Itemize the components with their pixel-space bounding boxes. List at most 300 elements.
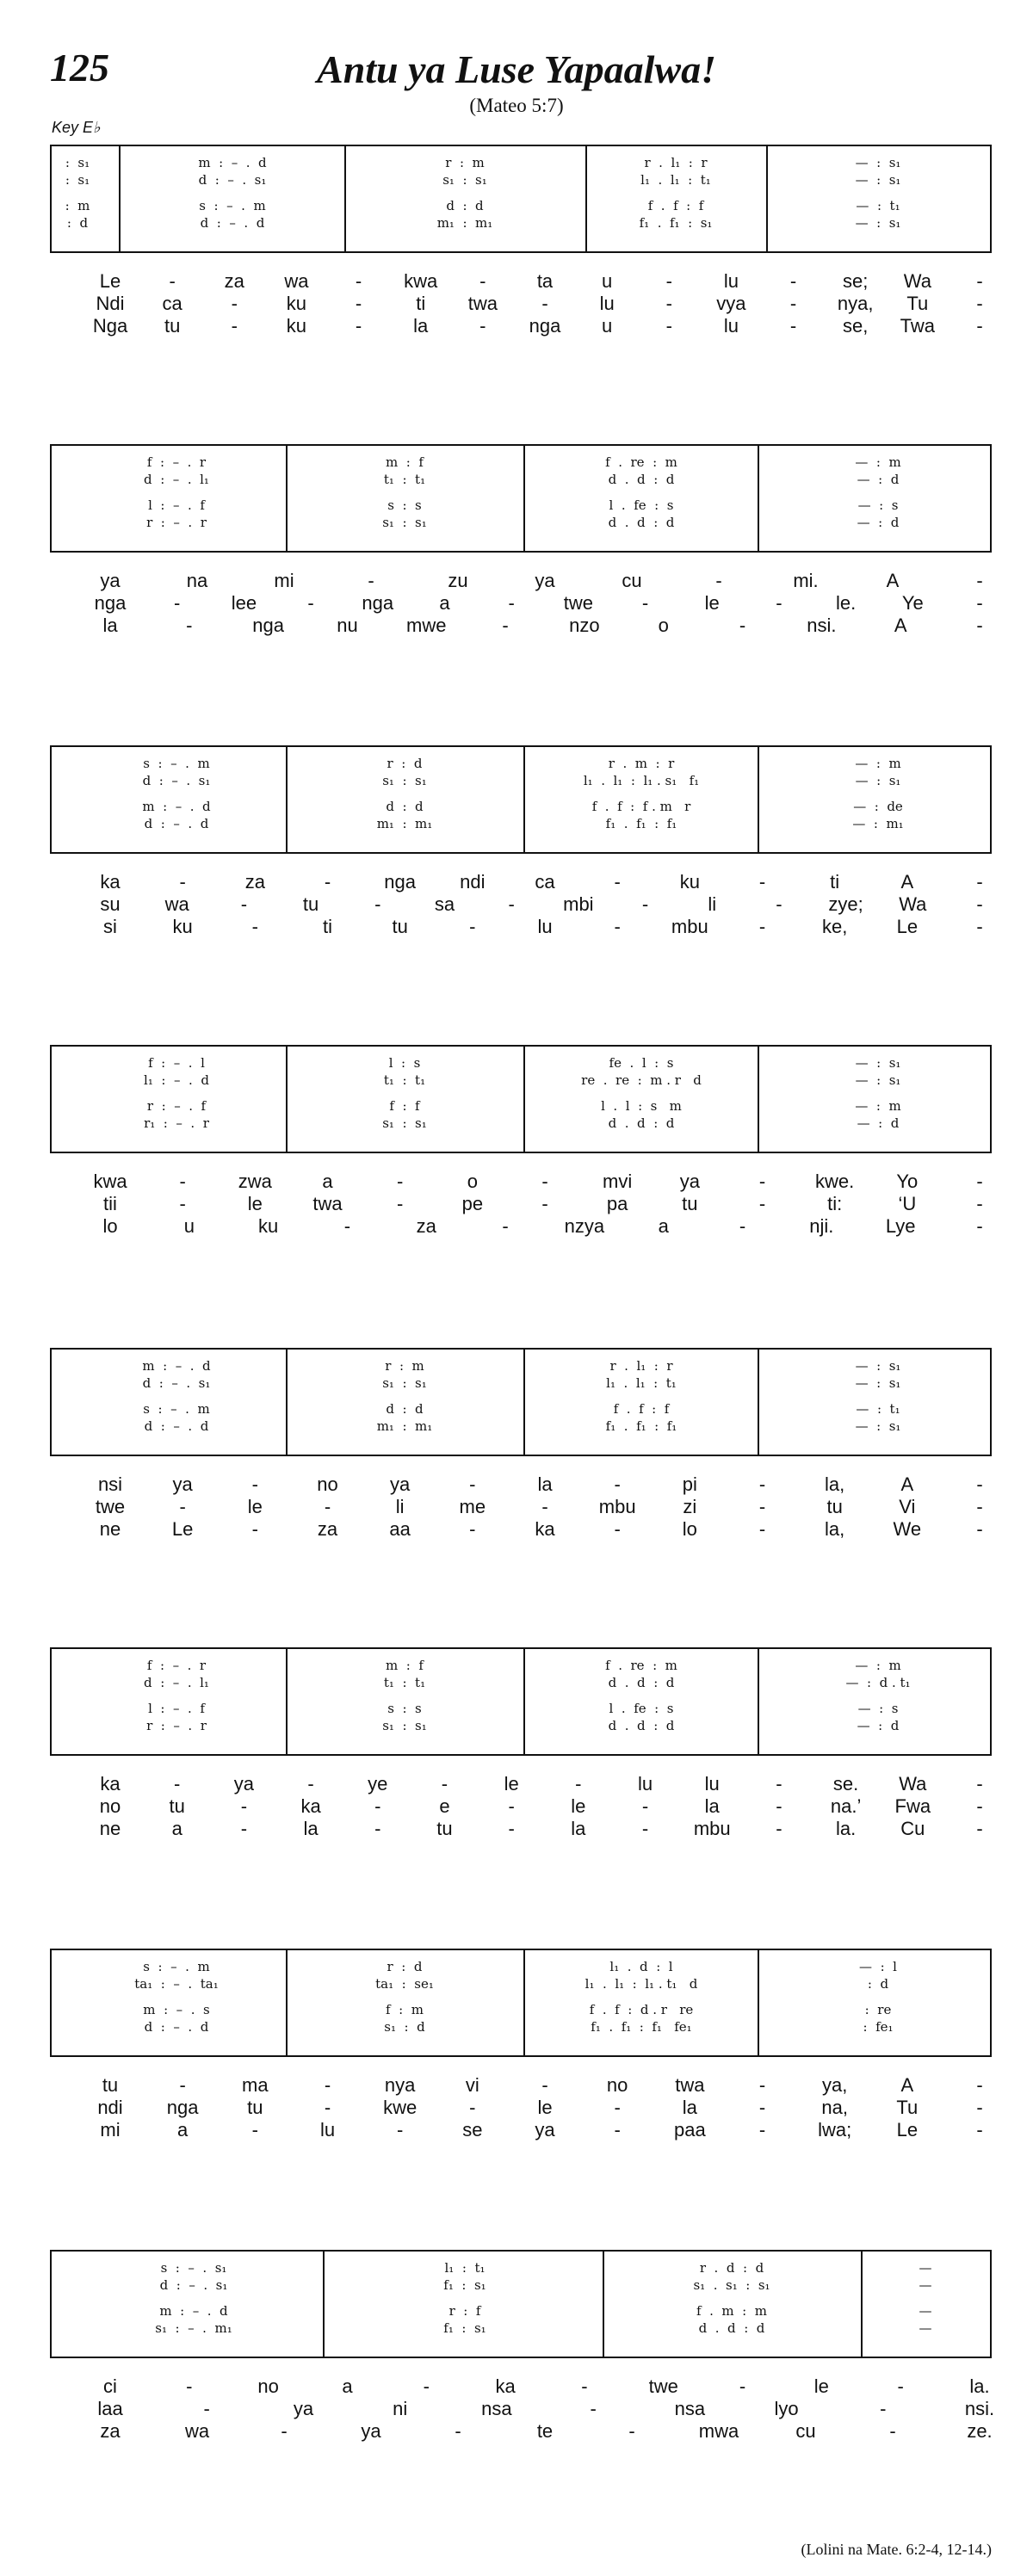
syllable: pi: [682, 1473, 697, 1495]
syllable-hyphen: -: [880, 2398, 887, 2419]
barline: [758, 446, 759, 551]
syllable: nsi.: [964, 2398, 995, 2419]
syllable: twe: [648, 2375, 678, 2397]
note-group: : s₁: [65, 155, 90, 170]
note-group: — : d . t₁: [845, 1675, 911, 1690]
note-group: : m: [65, 198, 90, 213]
syllable: lwa;: [818, 2119, 852, 2140]
syllable-hyphen: -: [776, 1795, 782, 1817]
syllable: a: [658, 1215, 669, 1237]
note-group: — : d: [857, 1115, 900, 1131]
note-group: l : – . f: [148, 1701, 205, 1716]
barline: [344, 146, 346, 251]
note-group: f . f : f . m r: [591, 799, 691, 814]
note-group: f . m : m: [696, 2303, 767, 2319]
note-group: t₁ : t₁: [383, 1675, 426, 1690]
syllable-hyphen: -: [976, 916, 983, 937]
note-group: f : – . r: [146, 1658, 207, 1673]
syllable-hyphen: -: [174, 1773, 181, 1795]
syllable: mwe: [406, 615, 447, 636]
note-group: r : m: [445, 155, 485, 170]
syllable: se: [462, 2119, 483, 2140]
syllable: pe: [461, 1193, 484, 1214]
syllable-hyphen: -: [469, 1473, 476, 1495]
syllable: ya: [293, 2398, 314, 2419]
syllable: ya: [535, 570, 555, 591]
note-group: ta₁ : – . ta₁: [134, 1976, 219, 1992]
note-group: m : – . s: [143, 2002, 210, 2017]
syllable: ndi: [97, 2097, 123, 2118]
syllable: nga: [362, 592, 394, 614]
note-group: f : – . l: [148, 1055, 205, 1071]
lyric-line-verse-3: [50, 315, 992, 339]
note-group: — : t₁: [856, 1401, 900, 1417]
lyric-line-verse-1: [50, 270, 992, 294]
syllable-hyphen: -: [758, 1171, 766, 1192]
note-group: r₁ : – . r: [144, 1115, 209, 1131]
syllable: na,: [821, 2097, 848, 2118]
note-group: f . f : f: [647, 198, 704, 213]
syllable-hyphen: -: [469, 916, 476, 937]
syllable: le: [704, 592, 720, 614]
syllable: Tu: [896, 2097, 919, 2118]
syllable: Wa: [899, 893, 927, 915]
syllable: te: [536, 2420, 554, 2442]
music-system: [50, 1949, 992, 2057]
syllable-hyphen: -: [976, 1773, 983, 1795]
note-group: — : s₁: [855, 1358, 901, 1374]
barline: [523, 1047, 525, 1152]
syllable: le: [504, 1773, 519, 1795]
syllable: nga: [384, 871, 417, 893]
syllable: laa: [97, 2398, 123, 2419]
note-group: — : t₁: [856, 198, 900, 213]
barline: [758, 747, 759, 852]
syllable-hyphen: -: [789, 315, 797, 337]
syllable: zwa: [238, 1171, 272, 1192]
lyric-line-verse-2: [50, 1496, 992, 1520]
syllable-hyphen: -: [641, 893, 649, 915]
syllable: su: [100, 893, 121, 915]
syllable: ya: [100, 570, 121, 591]
syllable-hyphen: -: [614, 916, 621, 937]
note-group: d : – . l₁: [144, 1675, 209, 1690]
lyric-line-verse-2: [50, 293, 992, 317]
syllable: ka: [300, 1795, 321, 1817]
syllable: tu: [102, 2074, 119, 2096]
syllable: paa: [673, 2119, 706, 2140]
syllable: e: [439, 1795, 450, 1817]
syllable-hyphen: -: [374, 893, 381, 915]
syllable-hyphen: -: [355, 315, 362, 337]
syllable: ka: [495, 2375, 516, 2397]
syllable-hyphen: -: [203, 2398, 210, 2419]
syllable: nga: [529, 315, 561, 337]
syllable: no: [317, 1473, 338, 1495]
syllable: nga: [252, 615, 284, 636]
syllable: nzo: [569, 615, 600, 636]
note-group: l₁ : – . d: [144, 1072, 209, 1088]
note-group: d : – . s₁: [142, 1375, 211, 1391]
syllable-hyphen: -: [423, 2375, 430, 2397]
syllable-hyphen: -: [758, 1193, 766, 1214]
syllable: Ye: [901, 592, 924, 614]
lyric-line-verse-2: [50, 893, 992, 917]
syllable-hyphen: -: [789, 293, 797, 314]
barline: [758, 1350, 759, 1455]
syllable-hyphen: -: [374, 1818, 381, 1839]
note-group: l₁ . l₁ : t₁: [640, 172, 711, 188]
note-group: l₁ . l₁ : l₁ . s₁ f₁: [583, 773, 700, 788]
note-group: — : d: [857, 1718, 900, 1733]
syllable-hyphen: -: [641, 592, 649, 614]
syllable: A: [900, 2074, 914, 2096]
syllable: wa: [284, 270, 309, 292]
syllable: nya,: [837, 293, 874, 314]
syllable-hyphen: -: [541, 2074, 548, 2096]
syllable-hyphen: -: [976, 1473, 983, 1495]
syllable: Cu: [900, 1818, 925, 1839]
syllable: ye: [368, 1773, 388, 1795]
barline: [286, 1950, 288, 2055]
note-group: : s₁: [65, 172, 90, 188]
syllable: si: [103, 916, 117, 937]
note-group: s : – . s₁: [160, 2260, 227, 2276]
syllable: ka: [535, 1518, 555, 1540]
note-group: d : – . d: [200, 215, 265, 231]
syllable: tu: [247, 2097, 263, 2118]
syllable-hyphen: -: [665, 270, 672, 292]
lyric-line-verse-2: [50, 1795, 992, 1819]
syllable: ka: [100, 1773, 121, 1795]
note-group: f₁ : s₁: [443, 2320, 486, 2336]
note-group: —: [919, 2303, 932, 2319]
barline: [523, 1350, 525, 1455]
syllable-hyphen: -: [508, 893, 515, 915]
note-group: s₁ : s₁: [382, 515, 427, 530]
syllable: na: [186, 570, 208, 591]
syllable-hyphen: -: [976, 1171, 983, 1192]
syllable: ya: [390, 1473, 411, 1495]
note-group: — : s₁: [855, 773, 901, 788]
note-group: m : – . d: [142, 1358, 211, 1374]
note-group: d : – . l₁: [144, 472, 209, 487]
syllable: no: [99, 1795, 121, 1817]
syllable: ka: [100, 871, 121, 893]
syllable: tu: [392, 916, 408, 937]
syllable: za: [100, 2420, 121, 2442]
note-group: fe . l : s: [609, 1055, 674, 1071]
syllable: lo: [682, 1518, 697, 1540]
note-group: t₁ : t₁: [383, 472, 426, 487]
syllable: aa: [389, 1518, 411, 1540]
syllable: le: [247, 1193, 263, 1214]
barline: [286, 747, 288, 852]
syllable-hyphen: -: [776, 592, 782, 614]
syllable-hyphen: -: [976, 315, 983, 337]
syllable: me: [459, 1496, 486, 1517]
note-group: d . d : d: [698, 2320, 765, 2336]
syllable: za: [224, 270, 244, 292]
syllable: a: [171, 1818, 182, 1839]
lyric-line-verse-3: [50, 2420, 992, 2444]
syllable: u: [602, 315, 613, 337]
syllable: ni: [393, 2398, 408, 2419]
syllable: twe: [95, 1496, 126, 1517]
syllable: nsi: [97, 1473, 123, 1495]
syllable: lu: [723, 270, 739, 292]
music-system: [50, 1348, 992, 1456]
syllable-hyphen: -: [614, 2097, 621, 2118]
syllable-hyphen: -: [179, 1171, 186, 1192]
barline: [286, 446, 288, 551]
syllable: Vi: [899, 1496, 916, 1517]
syllable-hyphen: -: [976, 893, 983, 915]
note-group: : d: [66, 215, 89, 231]
note-group: s₁ : s₁: [382, 1718, 427, 1733]
note-group: t₁ : t₁: [383, 1072, 426, 1088]
syllable: cu: [622, 570, 642, 591]
syllable: A: [894, 615, 907, 636]
syllable: lyo: [774, 2398, 799, 2419]
syllable-hyphen: -: [396, 1171, 404, 1192]
syllable: no: [606, 2074, 628, 2096]
syllable: ku: [172, 916, 193, 937]
lyric-line-verse-1: [50, 2375, 992, 2400]
note-group: : fe₁: [863, 2019, 894, 2035]
syllable: ti:: [827, 1193, 843, 1214]
syllable: ku: [286, 315, 307, 337]
scripture-reference: (Mateo 5:7): [469, 95, 564, 116]
syllable-hyphen: -: [776, 1818, 782, 1839]
syllable-hyphen: -: [789, 270, 797, 292]
syllable: tu: [164, 315, 181, 337]
syllable-hyphen: -: [976, 1496, 983, 1517]
syllable: nya: [384, 2074, 416, 2096]
barline: [523, 1950, 525, 2055]
note-group: r . m : r: [608, 756, 675, 771]
syllable-hyphen: -: [897, 2375, 904, 2397]
note-group: d : d: [386, 799, 424, 814]
barline: [323, 2252, 325, 2357]
syllable: Le: [99, 270, 121, 292]
syllable: la: [537, 1473, 553, 1495]
syllable-hyphen: -: [186, 615, 193, 636]
syllable-hyphen: -: [231, 293, 238, 314]
syllable: tu: [169, 1795, 185, 1817]
note-group: — : m: [855, 1658, 901, 1673]
note-group: r . d : d: [699, 2260, 764, 2276]
syllable: vya: [716, 293, 746, 314]
barline: [286, 1649, 288, 1754]
barline: [523, 446, 525, 551]
note-group: d . d : d: [608, 1115, 675, 1131]
syllable-hyphen: -: [614, 2119, 621, 2140]
syllable: lu: [537, 916, 553, 937]
syllable: ti: [830, 871, 840, 893]
syllable-hyphen: -: [758, 2119, 766, 2140]
syllable-hyphen: -: [739, 615, 746, 636]
syllable-hyphen: -: [368, 570, 374, 591]
syllable: Fwa: [894, 1795, 931, 1817]
note-group: re . re : m . r d: [581, 1072, 702, 1088]
note-group: f₁ . f₁ : s₁: [639, 215, 713, 231]
barline: [758, 1649, 759, 1754]
syllable-hyphen: -: [976, 871, 983, 893]
syllable: lee: [231, 592, 257, 614]
syllable: Tu: [906, 293, 929, 314]
note-group: — : s: [857, 497, 899, 513]
syllable-hyphen: -: [479, 270, 486, 292]
note-group: r : m: [385, 1358, 424, 1374]
note-group: : d: [867, 1976, 889, 1992]
note-group: m₁ : m₁: [436, 215, 493, 231]
syllable-hyphen: -: [581, 2375, 588, 2397]
note-group: — : s₁: [855, 172, 901, 188]
note-group: m : – . d: [142, 799, 211, 814]
lyric-line-verse-3: [50, 1215, 992, 1239]
note-group: s : – . m: [143, 1959, 210, 1974]
syllable: lu: [599, 293, 615, 314]
syllable: la,: [825, 1518, 845, 1540]
syllable-hyphen: -: [976, 570, 983, 591]
note-group: d . d : d: [608, 472, 675, 487]
syllable-hyphen: -: [776, 893, 782, 915]
syllable: pa: [606, 1193, 628, 1214]
syllable-hyphen: -: [343, 1215, 351, 1237]
syllable: ya: [535, 2119, 555, 2140]
syllable-hyphen: -: [889, 2420, 896, 2442]
syllable: ku: [286, 293, 307, 314]
syllable-hyphen: -: [240, 893, 248, 915]
syllable-hyphen: -: [758, 1518, 766, 1540]
syllable: lu: [637, 1773, 653, 1795]
note-group: — : m: [855, 1098, 901, 1114]
syllable: nsi.: [807, 615, 837, 636]
syllable: la: [571, 1818, 586, 1839]
key-signature: Key E♭: [52, 119, 101, 136]
hymn-number: 125: [50, 46, 109, 90]
lyric-line-verse-1: [50, 1171, 992, 1195]
syllable-hyphen: -: [281, 2420, 288, 2442]
syllable-hyphen: -: [628, 2420, 635, 2442]
music-system: [50, 2250, 992, 2358]
syllable-hyphen: -: [251, 2119, 258, 2140]
lyric-line-verse-1: [50, 1773, 992, 1797]
note-group: f . re : m: [605, 454, 677, 470]
note-group: l₁ . d : l: [609, 1959, 673, 1974]
syllable-hyphen: -: [614, 1473, 621, 1495]
note-group: — : d: [857, 515, 900, 530]
syllable: twa: [467, 293, 498, 314]
syllable-hyphen: -: [355, 270, 362, 292]
syllable-hyphen: -: [251, 1518, 258, 1540]
lyric-line-verse-2: [50, 2097, 992, 2121]
note-group: l . l : s m: [601, 1098, 682, 1114]
note-group: m : – . d: [159, 2303, 228, 2319]
syllable: la: [303, 1818, 319, 1839]
syllable-hyphen: -: [614, 871, 621, 893]
note-group: s₁ : s₁: [382, 773, 427, 788]
lyric-line-verse-2: [50, 1193, 992, 1217]
note-group: f . f : f: [613, 1401, 670, 1417]
music-system: [50, 1647, 992, 1756]
syllable-hyphen: -: [758, 1473, 766, 1495]
syllable: a: [177, 2119, 189, 2140]
lyric-line-verse-3: [50, 615, 992, 639]
syllable: nzya: [564, 1215, 605, 1237]
syllable-hyphen: -: [307, 592, 314, 614]
syllable: ya: [679, 1171, 700, 1192]
syllable-hyphen: -: [739, 2375, 746, 2397]
note-group: l₁ : t₁: [444, 2260, 486, 2276]
note-group: r . l₁ : r: [609, 1358, 673, 1374]
note-group: — : s₁: [855, 215, 901, 231]
note-group: s : – . m: [199, 198, 266, 213]
syllable: tu: [302, 893, 319, 915]
note-group: s₁ . s₁ : s₁: [693, 2277, 770, 2293]
barline: [286, 1047, 288, 1152]
syllable-hyphen: -: [541, 1171, 548, 1192]
syllable: ku: [679, 871, 700, 893]
syllable-hyphen: -: [976, 293, 983, 314]
syllable: tu: [436, 1818, 453, 1839]
note-group: s : – . m: [143, 756, 210, 771]
syllable-hyphen: -: [251, 1473, 258, 1495]
syllable: twa: [675, 2074, 705, 2096]
note-group: — : s₁: [855, 1375, 901, 1391]
note-group: m : – . d: [198, 155, 267, 170]
note-group: d . d : d: [608, 1718, 675, 1733]
barline: [523, 747, 525, 852]
syllable: twe: [563, 592, 593, 614]
syllable: Nga: [92, 315, 128, 337]
syllable: ya: [172, 1473, 193, 1495]
syllable: mi.: [793, 570, 819, 591]
syllable: Lye: [885, 1215, 916, 1237]
syllable: za: [317, 1518, 338, 1540]
note-group: f . re : m: [605, 1658, 677, 1673]
note-group: s₁ : s₁: [382, 1115, 427, 1131]
lyric-line-verse-3: [50, 1818, 992, 1842]
lyric-line-verse-1: [50, 2074, 992, 2098]
barline: [119, 146, 121, 251]
syllable: lu: [704, 1773, 720, 1795]
syllable: ti: [323, 916, 332, 937]
syllable: Le: [896, 916, 919, 937]
syllable: a: [439, 592, 450, 614]
syllable-hyphen: -: [469, 2097, 476, 2118]
note-group: s₁ : – . m₁: [155, 2320, 232, 2336]
syllable: kwe.: [815, 1171, 855, 1192]
note-group: ta₁ : se₁: [375, 1976, 434, 1992]
syllable: la: [704, 1795, 720, 1817]
syllable-hyphen: -: [758, 2097, 766, 2118]
barline: [523, 1649, 525, 1754]
syllable: la.: [969, 2375, 990, 2397]
syllable: nsa: [481, 2398, 512, 2419]
syllable-hyphen: -: [976, 1818, 983, 1839]
lyric-line-verse-2: [50, 592, 992, 616]
syllable: zye;: [828, 893, 863, 915]
note-group: — : d: [857, 472, 900, 487]
syllable: ne: [99, 1818, 121, 1839]
syllable: lu: [723, 315, 739, 337]
syllable-hyphen: -: [396, 1193, 404, 1214]
syllable: ne: [99, 1518, 121, 1540]
syllable-hyphen: -: [976, 2119, 983, 2140]
note-group: d . d : d: [608, 1675, 675, 1690]
